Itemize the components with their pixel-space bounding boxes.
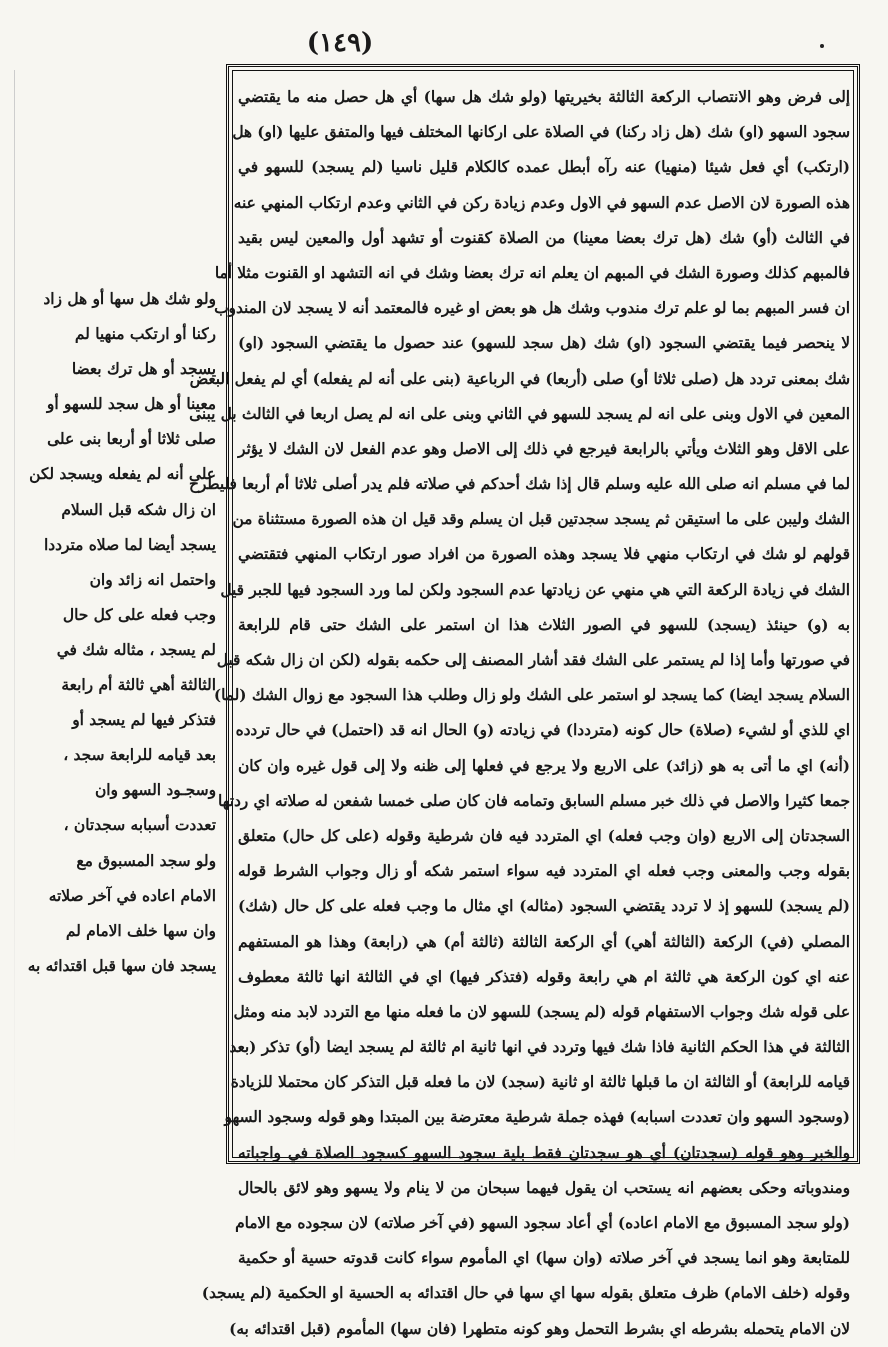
commentary-line: لما في مسلم انه صلى الله عليه وسلم قال إذا شك أحدكم في صلاته فلم يدر أصلى ثلاثا أم أربعا فليطرح bbox=[188, 475, 850, 494]
commentary-line: (أنه) اي ما أتى به هو (زائد) على الاربع ولا يرجع في فعلها إلى ظنه ولا إلى قول غيره وان كان bbox=[238, 756, 850, 775]
left-margin-rule bbox=[14, 70, 15, 1170]
margin-line: لم يسجد ، مثاله شك في bbox=[56, 640, 216, 659]
commentary-line: اي للذي أو لشيء (صلاة) حال كونه (مترددا) في زيادته (و) الحال انه قد (احتمل) في حال تردده bbox=[235, 721, 850, 740]
margin-matn-text bbox=[20, 282, 216, 984]
margin-line: وسجـود السهو وان bbox=[94, 781, 216, 800]
margin-line: صلى ثلاثا أو أربعا بنى على bbox=[47, 430, 216, 449]
margin-line: تعددت أسبابه سجدتان ، bbox=[63, 816, 216, 835]
commentary-line: في الثالث (أو) شك (هل ترك بعضا معينا) من الصلاة كقنوت أو تشهد أول والمعين ليس بقيد bbox=[238, 228, 850, 247]
commentary-line: ان فسر المبهم بما لو علم ترك مندوب وشك هل هو بعض او غيره فالمعتمد أنه لا يسجد لان المندوب bbox=[214, 299, 850, 318]
margin-line: وجب فعله على كل حال bbox=[62, 605, 216, 624]
commentary-line: الشك في زيادة الركعة التي هي منهي عن زيادتها عدم السجود ولكن لما ورد السجود فيها للجبر قيل bbox=[220, 580, 850, 599]
margin-line: يسجد فان سها قبل اقتدائه به bbox=[27, 956, 216, 975]
margin-line: ركنا أو ارتكب منهيا لم bbox=[74, 325, 216, 344]
commentary-line: هذه الصورة لان الاصل عدم السهو في الاول وعدم زيادة ركن في الثاني وعدم ارتكاب المنهي عنه bbox=[233, 193, 850, 212]
dot-mark bbox=[820, 44, 824, 48]
commentary-line: المعين في الاول وبنى على انه لم يسجد للسهو في الثاني وبنى على انه لم يصل اربعا في الثالث بل يبنى bbox=[189, 404, 850, 423]
commentary-line: على قوله شك وجواب الاستفهام قوله (لم يسجد) للسهو لان ما فعله منها مع التردد لابد منه ومثل bbox=[233, 1002, 850, 1021]
commentary-line: قولهم لو شك في ارتكاب منهي فلا يسجد وهذه الصورة من افراد صور ارتكاب المنهي فتقتضي bbox=[238, 545, 850, 564]
margin-line: الثالثة أهي ثالثة أم رابعة bbox=[61, 676, 216, 695]
commentary-line: على الاقل وهو الثلاث ويأتي بالرابعة فيرجع في ذلك إلى الاصل وهو عدم الفعل لان الشك لا يؤثر bbox=[238, 439, 850, 458]
commentary-line: الشك وليبن على ما استيقن ثم يسجد سجدتين قبل ان يسلم وقد قيل ان هذه الصورة مستثناة من bbox=[232, 510, 850, 529]
margin-line: وان سها خلف الامام لم bbox=[65, 921, 216, 940]
commentary-line: (ارتكب) أي فعل شيئا (منهيا) عنه رآه أبطل عمده كالكلام قليل ناسيا (لم يسجد) للسهو في bbox=[238, 158, 850, 177]
commentary-line: (وسجود السهو وان تعددت اسبابه) فهذه جملة شرطية معترضة بين المبتدا وهو قوله وسجود السهو bbox=[224, 1108, 850, 1127]
commentary-line: عنه اي كون الركعة هي ثالثة ام هي رابعة وقوله (فتذكر فيها) اي في الثالثة انها ثالثة معطوف bbox=[238, 967, 850, 986]
commentary-text bbox=[188, 80, 850, 1338]
margin-line: ولو سجد المسبوق مع bbox=[76, 851, 216, 870]
margin-line: ان زال شكه قبل السلام bbox=[61, 500, 216, 519]
commentary-line: السجدتان إلى الاربع (وان وجب فعله) اي المتردد فيه فان شرطية وقوله (على كل حال) متعلق bbox=[238, 826, 850, 845]
margin-line: ولو شك هل سها أو هل زاد bbox=[43, 290, 216, 308]
commentary-line: جمعا كثيرا والاصل في ذلك خبر مسلم السابق وتمامه فان كان صلى خمسا شفعن له صلاته اي ردتها bbox=[217, 791, 850, 810]
margin-line: بعد قيامه للرابعة سجد ، bbox=[63, 746, 216, 765]
margin-line: واحتمل انه زائد وان bbox=[89, 570, 216, 589]
margin-line: الامام اعاده في آخر صلاته bbox=[48, 886, 216, 905]
commentary-line: السلام يسجد ايضا) كما يسجد لو استمر على الشك ولو زال وطلب هذا السجود مع زوال الشك (لما) bbox=[213, 686, 850, 705]
commentary-line: ومندوباته وحكى بعضهم انه يستحب ان يقول فيهما سبحان من لا ينام ولا يسهو وهو لائق بالحال bbox=[238, 1178, 850, 1197]
commentary-line: المصلي (في) الركعة (الثالثة أهي) أي الركعة الثالثة (ثالثة أم) هي (رابعة) وهذا هو المستفهم bbox=[238, 932, 850, 951]
commentary-line: بقوله وجب والمعنى وجب فعله اي المتردد فيه سواء استمر شكه أو زال وجواب الشرط قوله bbox=[238, 862, 850, 881]
commentary-line: سجود السهو (او) شك (هل زاد ركنا) في الصلاة على اركانها المختلف فيها والمتفق عليها (او) هل bbox=[232, 123, 850, 142]
commentary-line: إلى فرض وهو الانتصاب الركعة الثالثة بخيريتها (ولو شك هل سها) أي هل حصل منه ما يقتضي bbox=[238, 88, 850, 106]
commentary-line: شك بمعنى تردد هل (صلى ثلاثا أو) صلى (أربعا) في الرباعية (بنى على أنه لم يفعله) أي لم يفعل البعض bbox=[189, 369, 850, 388]
margin-line: فتذكر فيها لم يسجد أو bbox=[72, 711, 216, 730]
margin-line: يسجد أيضا لما صلاه مترددا bbox=[43, 535, 216, 554]
commentary-line: به (و) حينئذ (يسجد) للسهو في الصور الثلاث هذا ان استمر على الشك حتى قام للرابعة bbox=[238, 615, 850, 634]
commentary-line: والخبر وهو قوله (سجدتان) أي هو سجدتان فقط بلية سجود السهو كسجود الصلاة في واجباته bbox=[238, 1143, 850, 1162]
page-number: (١٤٩) bbox=[306, 28, 374, 58]
commentary-line: الثالثة في هذا الحكم الثانية فاذا شك فيها وتردد في انها ثانية ام ثالثة لم يسجد ايضا (أو) تذكر (بعد bbox=[229, 1038, 850, 1057]
commentary-line: للمتابعة وهو انما يسجد في آخر صلاته (وان سها) اي المأموم سواء كانت قدوته حسية أو حكمية bbox=[238, 1249, 850, 1268]
margin-line: معينا أو هل سجد للسهو أو bbox=[46, 395, 216, 414]
commentary-line: قيامه للرابعة) أو الثالثة ان ما قبلها ثالثة او ثانية (سجد) لان ما فعله قبل التذكر كان محتملا للزيادة bbox=[230, 1073, 850, 1092]
commentary-line: فالمبهم كذلك وصورة الشك في المبهم ان يعلم انه ترك بعضا وشك في انه التشهد او القنوت مثلا أما bbox=[214, 263, 850, 282]
commentary-line: (ولو سجد المسبوق مع الامام اعاده) أي أعاد سجود السهو (في آخر صلاته) لان سجوده مع الامام bbox=[235, 1214, 850, 1232]
commentary-line: وقوله (خلف الامام) ظرف متعلق بقوله سها اي سها في حال اقتدائه به الحسية او الحكمية (لم يسجد) bbox=[201, 1284, 850, 1303]
commentary-line: لان الامام يتحمله بشرطه اي بشرط التحمل وهو كونه متطهرا (فان سها) المأموم (قبل اقتدائه به) bbox=[229, 1319, 850, 1338]
commentary-line: لا ينحصر فيما يقتضي السجود (او) شك (هل سجد للسهو) عند حصول ما يقتضي السجود (او) bbox=[238, 334, 850, 353]
margin-line: على أنه لم يفعله ويسجد لكن bbox=[29, 465, 216, 484]
commentary-line: (لم يسجد) للسهو إذ لا تردد يقتضي السجود (مثاله) اي مثال ما وجب فعله على كل حال (شك) bbox=[238, 897, 850, 916]
margin-line: يسجد أو هل ترك بعضا bbox=[71, 360, 216, 379]
commentary-line: في صورتها وأما إذا لم يستمر على الشك فقد أشار المصنف إلى حكمه بقوله (لكن ان زال شكه قبل bbox=[216, 651, 850, 669]
